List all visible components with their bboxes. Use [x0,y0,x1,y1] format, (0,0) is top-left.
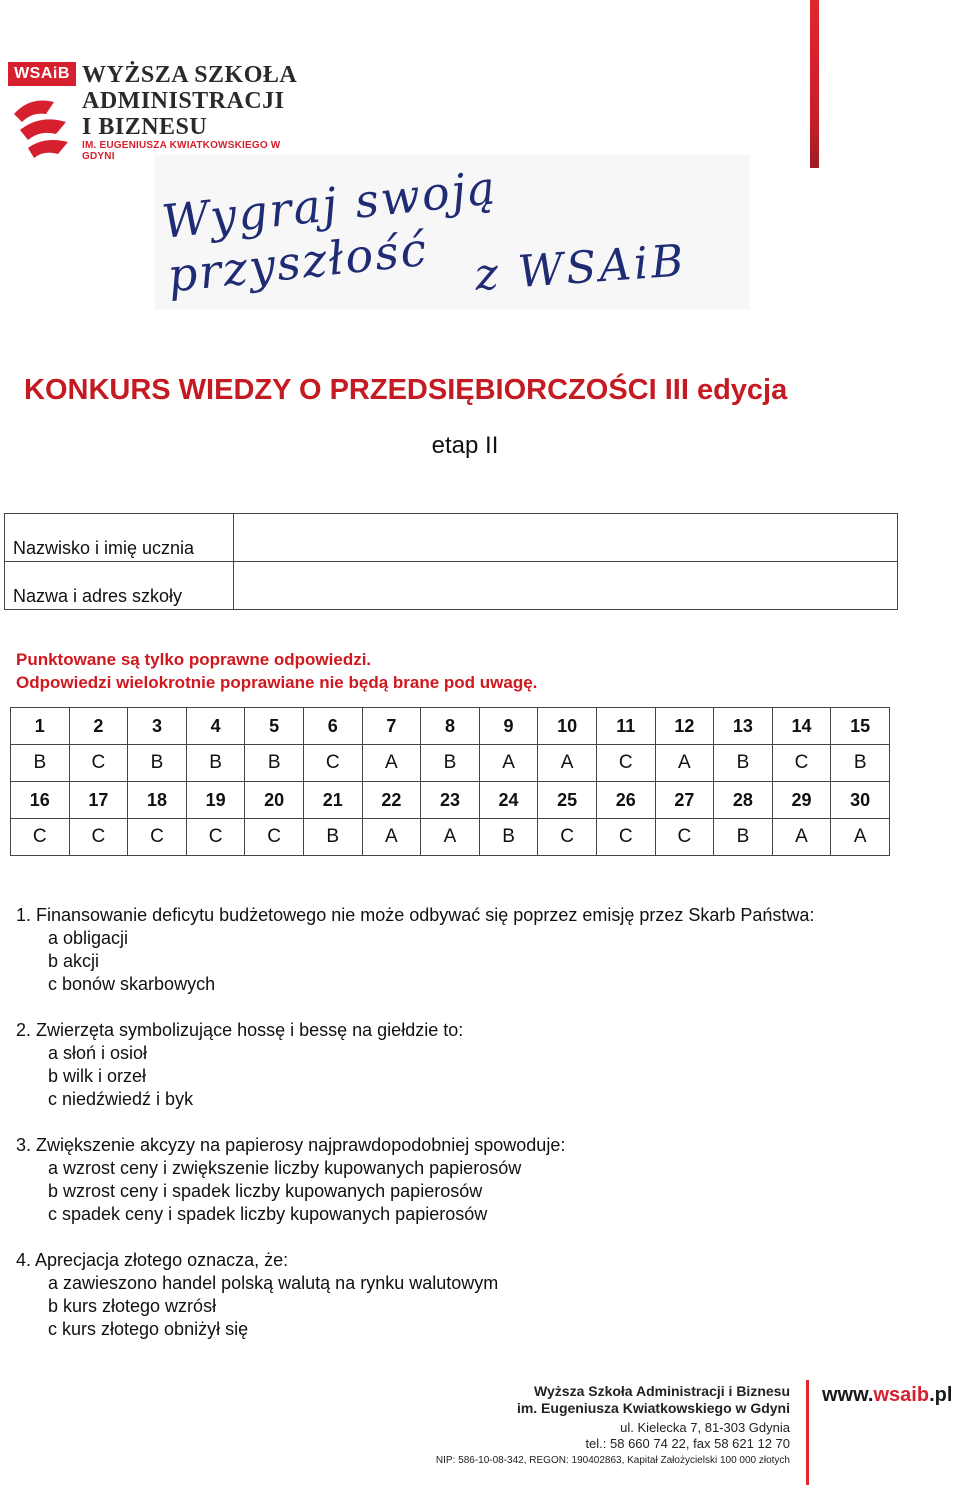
answer-letter-cell: C [596,745,655,782]
student-name-field[interactable] [234,514,898,562]
www-brand: wsaib [873,1384,930,1406]
answer-option: a słoń i osioł [48,1043,148,1063]
answer-letter-cell: A [362,745,421,782]
answer-letter-cell: C [245,819,304,856]
question-number-cell: 15 [831,708,890,745]
school-address-field[interactable] [234,562,898,610]
answer-letter-cell: A [772,819,831,856]
answer-option: a zawieszono handel polską walutą na rynku walutowym [48,1273,499,1293]
question-number-cell: 29 [772,782,831,819]
question-number-cell: 16 [11,782,70,819]
question-text: 1. Finansowanie deficytu budżetowego nie może odbywać się poprzez emisję przez Skarb Państwa: [16,905,815,925]
answer-letter-cell: B [479,819,538,856]
logo-line-3: I BIZNESU [82,114,208,140]
answer-letter-cell: C [655,819,714,856]
slogan-line-2: z WSAiB [473,235,688,301]
question-1 [16,904,836,996]
question-number-cell: 20 [245,782,304,819]
logo-emblem-icon [10,92,74,162]
answer-letter-cell: B [303,819,362,856]
answer-letter-row [11,819,890,856]
answer-letter-cell: C [128,819,187,856]
answer-letter-cell: A [655,745,714,782]
school-address-label: Nazwa i adres szkoły [5,562,234,610]
answer-letter-row [11,745,890,782]
school-address-row [5,562,898,610]
answer-letter-cell: A [479,745,538,782]
scoring-notice [16,648,537,694]
answer-letter-cell: C [538,819,597,856]
answer-letter-cell: A [538,745,597,782]
answer-letter-cell: C [69,819,128,856]
footer-address: ul. Kielecka 7, 81-303 Gdynia [620,1420,790,1435]
question-number-cell: 21 [303,782,362,819]
answer-letter-cell: C [772,745,831,782]
question-list [16,904,836,1364]
answer-letter-cell: C [596,819,655,856]
student-name-label: Nazwisko i imię ucznia [5,514,234,562]
answer-option: c niedźwiedź i byk [48,1089,194,1109]
answer-option: a wzrost ceny i zwiększenie liczby kupowanych papierosów [48,1158,522,1178]
question-2 [16,1019,836,1111]
answer-key-table [10,707,890,856]
logo-line-2: ADMINISTRACJI [82,88,285,114]
answer-letter-cell: B [421,745,480,782]
question-number-cell: 30 [831,782,890,819]
footer-school-name: Wyższa Szkoła Administracji i Biznesu [534,1383,790,1399]
answer-letter-cell: A [421,819,480,856]
question-text: 2. Zwierzęta symbolizujące hossę i bessę na giełdzie to: [16,1020,464,1040]
question-number-cell: 2 [69,708,128,745]
student-name-row [5,514,898,562]
notice-line-1: Punktowane są tylko poprawne odpowiedzi. [16,650,372,669]
slogan-line-1: Wygraj swoją przyszłość [159,160,500,303]
answer-option: c spadek ceny i spadek liczby kupowanych papierosów [48,1204,488,1224]
page-title: KONKURS WIEDZY O PRZEDSIĘBIORCZOŚCI III edycja [24,374,788,406]
page-subtitle: etap II [431,432,499,459]
answer-letter-cell: C [186,819,245,856]
answer-number-row [11,782,890,819]
question-number-cell: 17 [69,782,128,819]
answer-letter-cell: B [714,745,773,782]
decorative-side-bar [810,0,819,168]
answer-number-row [11,708,890,745]
question-text: 3. Zwiększenie akcyzy na papierosy najprawdopodobniej spowoduje: [16,1135,566,1155]
question-number-cell: 13 [714,708,773,745]
notice-line-2: Odpowiedzi wielokrotnie poprawiane nie będą brane pod uwagę. [16,673,538,692]
answer-option: b wzrost ceny i spadek liczby kupowanych papierosów [48,1181,483,1201]
question-number-cell: 9 [479,708,538,745]
question-number-cell: 28 [714,782,773,819]
footer-contact [380,1383,790,1468]
answer-letter-cell: B [11,745,70,782]
answer-letter-cell: B [186,745,245,782]
question-number-cell: 4 [186,708,245,745]
footer-school-patron: im. Eugeniusza Kwiatkowskiego w Gdyni [516,1400,790,1416]
answer-letter-cell: A [831,819,890,856]
www-suffix: .pl [929,1384,953,1406]
question-number-cell: 24 [479,782,538,819]
answer-letter-cell: C [303,745,362,782]
student-info-table [4,513,898,610]
logo-badge-text: WSAiB [14,65,70,82]
question-number-cell: 27 [655,782,714,819]
answer-letter-cell: C [11,819,70,856]
question-number-cell: 12 [655,708,714,745]
question-number-cell: 14 [772,708,831,745]
answer-option: b akcji [48,951,100,971]
answer-option: a obligacji [48,928,129,948]
question-number-cell: 10 [538,708,597,745]
question-number-cell: 25 [538,782,597,819]
question-number-cell: 1 [11,708,70,745]
footer-divider [806,1380,809,1485]
question-3 [16,1134,836,1226]
question-number-cell: 26 [596,782,655,819]
answer-option: b wilk i orzeł [48,1066,147,1086]
slogan-banner [155,155,750,310]
question-number-cell: 5 [245,708,304,745]
question-text: 4. Aprecjacja złotego oznacza, że: [16,1250,289,1270]
answer-option: c kurs złotego obniżył się [48,1319,249,1339]
question-number-cell: 18 [128,782,187,819]
question-number-cell: 19 [186,782,245,819]
footer-phone: tel.: 58 660 74 22, fax 58 621 12 70 [585,1436,790,1451]
answer-letter-cell: B [128,745,187,782]
answer-letter-cell: C [69,745,128,782]
www-prefix: www. [822,1384,874,1406]
question-number-cell: 11 [596,708,655,745]
answer-option: b kurs złotego wzrósł [48,1296,217,1316]
question-number-cell: 6 [303,708,362,745]
answer-letter-cell: B [245,745,304,782]
logo-line-1: WYŻSZA SZKOŁA [82,62,298,88]
question-number-cell: 3 [128,708,187,745]
footer-registry: NIP: 586-10-08-342, REGON: 190402863, Kapitał Założycielski 100 000 złotych [435,1455,790,1466]
question-number-cell: 23 [421,782,480,819]
question-4 [16,1249,836,1341]
answer-letter-cell: B [831,745,890,782]
footer-website-link[interactable] [822,1384,952,1407]
question-number-cell: 22 [362,782,421,819]
question-number-cell: 8 [421,708,480,745]
answer-letter-cell: A [362,819,421,856]
answer-option: c bonów skarbowych [48,974,216,994]
answer-letter-cell: B [714,819,773,856]
logo-subline: IM. EUGENIUSZA KWIATKOWSKIEGO W GDYNI [82,140,281,162]
question-number-cell: 7 [362,708,421,745]
logo-badge [8,62,76,86]
